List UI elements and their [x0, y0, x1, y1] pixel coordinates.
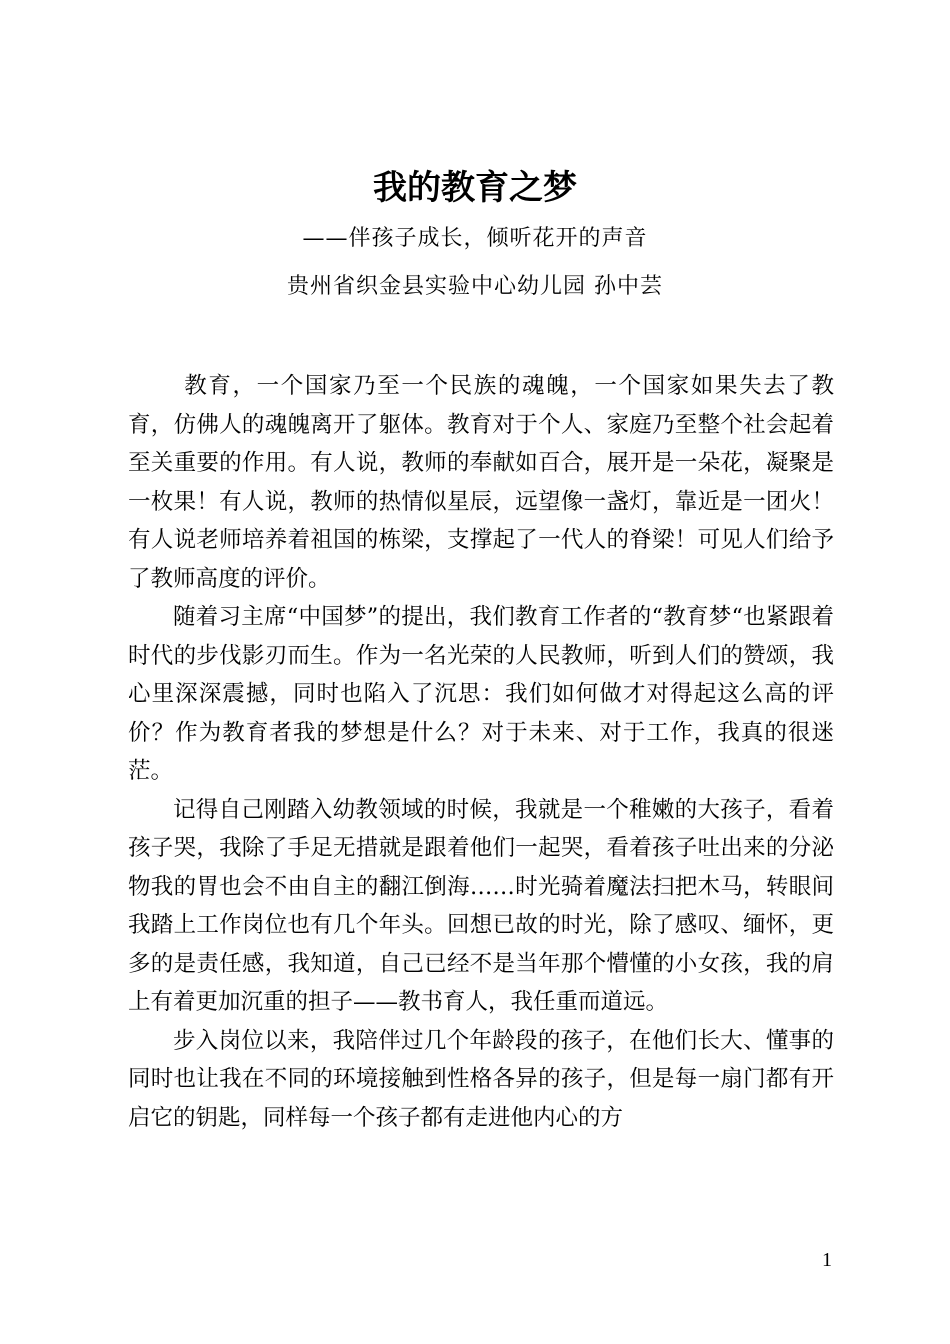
page-number: 1	[822, 1249, 832, 1271]
author-byline: 贵州省织金县实验中心幼儿园 孙中芸	[287, 274, 663, 299]
paragraph-1: 教育，一个国家乃至一个民族的魂魄，一个国家如果失去了教育，仿佛人的魂魄离开了躯体。教育对于个人、家庭乃至整个社会起着至关重要的作用。有人说，教师的奉献如百合，展开是一朵花，凝聚是一枚果！有人说，教师的热情似星辰，远望像一盏灯，靠近是一团火！有人说老师培养着祖国的栋梁，支撑起了一代人的脊梁！可见人们给予了教师高度的评价。	[128, 373, 834, 592]
document-subtitle: ——伴孩子成长，倾听花开的声音	[302, 226, 648, 251]
document-title: 我的教育之梦	[373, 168, 577, 208]
paragraph-2: 随着习主席“中国梦”的提出，我们教育工作者的“教育梦“也紧跟着时代的步伐影刃而生。作为一名光荣的人民教师，听到人们的赞颂，我心里深深震撼，同时也陷入了沉思：我们如何做才对得起这么高的评价？作为教育者我的梦想是什么？对于未来、对于工作，我真的很迷茫。	[128, 604, 834, 784]
paragraph-4: 步入岗位以来，我陪伴过几个年龄段的孩子，在他们长大、懂事的同时也让我在不同的环境接触到性格各异的孩子，但是每一扇门都有开启它的钥匙，同样每一个孩子都有走进他内心的方	[128, 1027, 834, 1131]
body-text	[128, 367, 834, 1137]
paragraph-3: 记得自己刚踏入幼教领域的时候，我就是一个稚嫩的大孩子，看着孩子哭，我除了手足无措就是跟着他们一起哭，看着孩子吐出来的分泌物我的胃也会不由自主的翻江倒海……时光骑着魔法扫把木马，转眼间我踏上工作岗位也有几个年头。回想已故的时光，除了感叹、缅怀，更多的是责任感，我知道，自己已经不是当年那个懵懂的小女孩，我的肩上有着更加沉重的担子——教书育人，我任重而道远。	[128, 796, 834, 1015]
